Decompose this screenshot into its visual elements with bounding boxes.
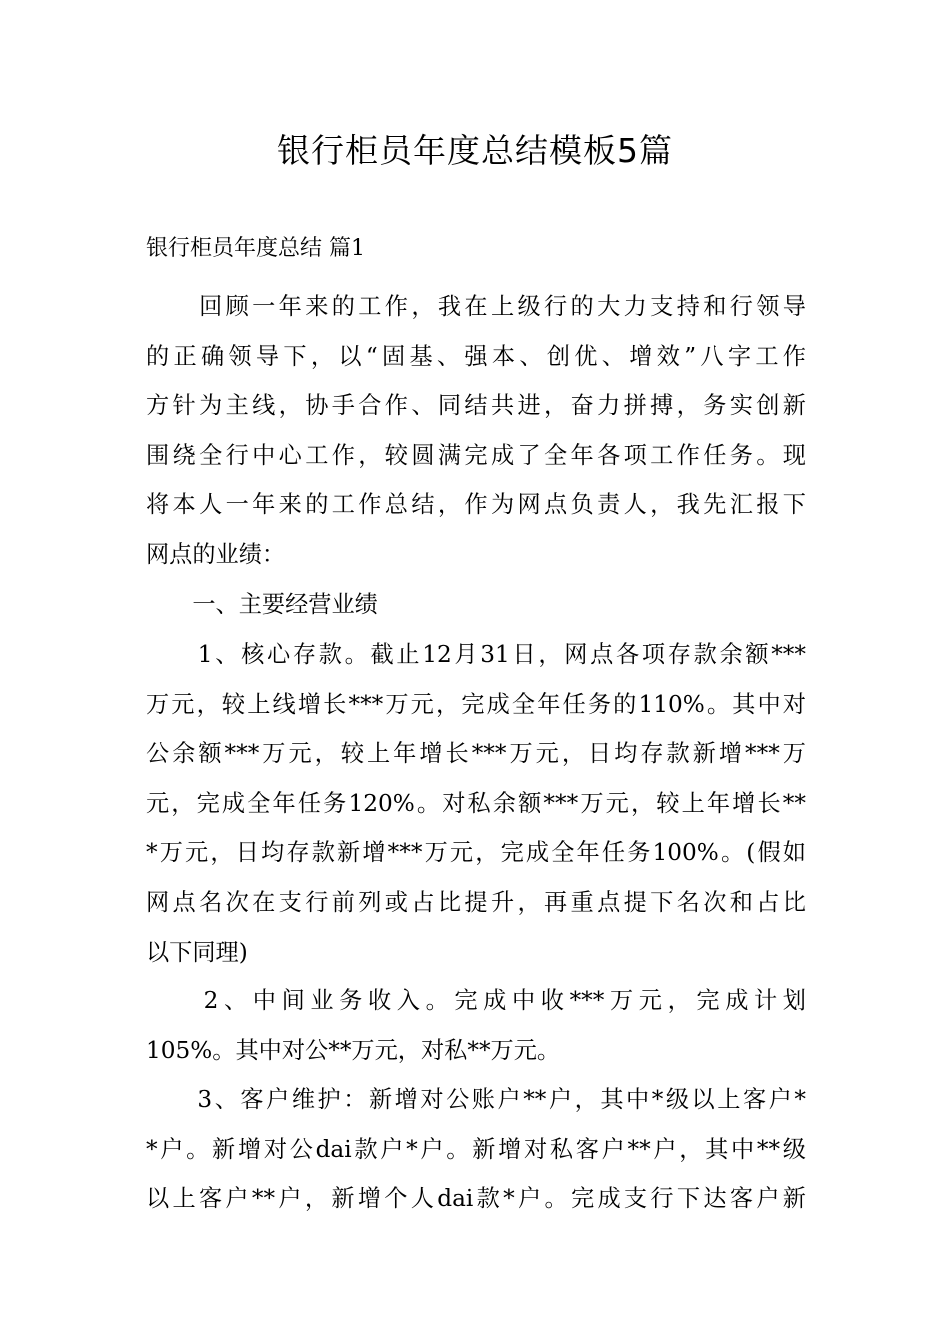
text-line: 方针为主线，协手合作、同结共进，奋力拼搏，务实创新: [146, 392, 806, 420]
text-line: *户。新增对公dai款户*户。新增对私客户**户，其中**级: [146, 1135, 806, 1163]
paragraph-core-deposits: [146, 630, 806, 977]
text-line: 以上客户**户，新增个人dai款*户。完成支行下达客户新: [146, 1185, 806, 1213]
text-line: 将本人一年来的工作总结，作为网点负责人，我先汇报下: [146, 491, 806, 519]
text-line: 万元，较上线增长***万元，完成全年任务的110%。其中对: [146, 690, 806, 718]
text-line: 以下同理): [146, 938, 248, 966]
text-line: 105%。其中对公**万元，对私**万元。: [146, 1036, 561, 1064]
text-line: 3、客户维护：新增对公账户**户，其中*级以上客户*: [146, 1086, 806, 1113]
text-line: 围绕全行中心工作，较圆满完成了全年各项工作任务。现: [146, 441, 806, 469]
section-heading: 银行柜员年度总结 篇1: [146, 236, 365, 261]
paragraph-intermediate-income: [146, 976, 806, 1075]
text-line: 2、中间业务收入。完成中收***万元，完成计划: [146, 987, 806, 1014]
paragraph-intro: [146, 282, 806, 580]
text-line: 一、主要经营业绩: [146, 591, 378, 618]
text-line: *万元，日均存款新增***万元，完成全年任务100%。(假如: [146, 839, 806, 867]
text-line: 网点名次在支行前列或占比提升，再重点提下名次和占比: [146, 888, 806, 916]
text-line: 回顾一年来的工作，我在上级行的大力支持和行领导: [146, 293, 806, 320]
text-line: 1、核心存款。截止12月31日，网点各项存款余额***: [146, 641, 806, 668]
text-line: 元，完成全年任务120%。对私余额***万元，较上年增长**: [146, 789, 806, 817]
text-line: 网点的业绩：: [146, 540, 286, 568]
paragraph-customer-maintenance: [146, 1075, 806, 1224]
paragraph-heading-business: [146, 580, 806, 630]
document-title: 银行柜员年度总结模板5篇: [277, 131, 673, 170]
text-line: 的正确领导下，以“固基、强本、创优、增效”八字工作: [146, 342, 806, 370]
text-line: 公余额***万元，较上年增长***万元，日均存款新增***万: [146, 740, 806, 768]
